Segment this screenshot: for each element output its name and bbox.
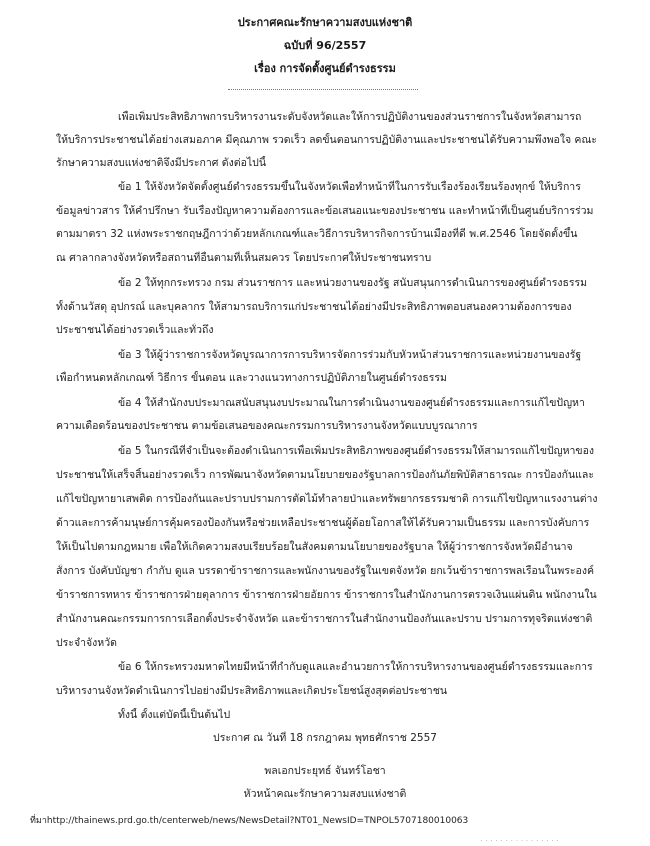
announcement-date: ประกาศ ณ วันที่ 18 กรกฎาคม พุทธศักราช 2557	[213, 732, 437, 744]
body-line: ประชาชนให้เสร็จสิ้นอย่างรวดเร็ว การพัฒนาจังหวัดตามนโยบายของรัฐบาลการป้องกันภัยพิบัติสาธารณะ การป้องกันและ	[56, 469, 594, 481]
announcement-number: ฉบับที่ 96/2557	[283, 39, 367, 52]
faint-footer-text: . . . . . . . . . . . . . . . .	[480, 834, 559, 843]
signatory-position: หัวหน้าคณะรักษาความสงบแห่งชาติ	[243, 788, 407, 800]
body-line: ข้อ 6 ให้กระทรวงมหาดไทยมีหน้าที่กำกับดูแลและอำนวยการให้การบริหารงานของศูนย์ดำรงธรรมและการ	[118, 661, 593, 673]
body-line: ข้าราชการทหาร ข้าราชการฝ่ายตุลาการ ข้าราชการฝ่ายอัยการ ข้าราชการในสำนักงานการตรวจเงินแผ่นดิน พนักงานใน	[56, 589, 597, 601]
body-line: ประจำจังหวัด	[56, 637, 117, 649]
body-line: ประชาชนได้อย่างรวดเร็วและทั่วถึง	[56, 324, 214, 336]
announcement-subject: เรื่อง การจัดตั้งศูนย์ดำรงธรรม	[254, 62, 396, 75]
body-line: ข้อ 3 ให้ผู้ว่าราชการจังหวัดบูรณาการการบริหารจัดการร่วมกับหัวหน้าส่วนราชการและหน่วยงานของรัฐ	[118, 349, 582, 361]
title-divider	[228, 89, 418, 90]
body-line: เพื่อเพิ่มประสิทธิภาพการบริหารงานระดับจังหวัดและให้การปฏิบัติงานของส่วนราชการในจังหวัดสามารถ	[118, 111, 582, 123]
effective-line: ทั้งนี้ ตั้งแต่บัดนี้เป็นต้นไป	[118, 709, 231, 721]
body-line: ให้เป็นไปตามกฎหมาย เพื่อให้เกิดความสงบเรียบร้อยในสังคมตามนโยบายของรัฐบาล ให้ผู้ว่าราชการจังหวัดมีอำนาจ	[56, 541, 573, 553]
body-line: รักษาความสงบแห่งชาติจึงมีประกาศ ดังต่อไปนี้	[56, 157, 267, 169]
body-line: ตามมาตรา 32 แห่งพระราชกฤษฎีกาว่าด้วยหลักเกณฑ์และวิธีการบริหารกิจการบ้านเมืองที่ดี พ.ศ.2546 โดยจัดตั้งขึ้น	[56, 228, 578, 240]
body-line: ให้บริการประชาชนได้อย่างเสมอภาค มีคุณภาพ รวดเร็ว ลดขั้นตอนการปฏิบัติงานและประชาชนได้รับความพึงพอใจ คณะ	[56, 134, 597, 146]
source-link[interactable]: ที่มาhttp://thainews.prd.go.th/centerweb/news/NewsDetail?NT01_NewsID=TNPOL5707180010063	[30, 816, 469, 826]
body-line: บริหารงานจังหวัดดำเนินการไปอย่างมีประสิทธิภาพและเกิดประโยชน์สูงสุดต่อประชาชน	[56, 685, 448, 697]
body-line: ข้อ 1 ให้จังหวัดจัดตั้งศูนย์ดำรงธรรมขึ้นในจังหวัดเพื่อทำหน้าที่ในการรับเรื่องร้องเรียนร้องทุกข์ ให้บริการ	[118, 181, 581, 193]
body-line: สั่งการ บังคับบัญชา กำกับ ดูแล บรรดาข้าราชการและพนักงานของรัฐในเขตจังหวัด ยกเว้นข้าราชการพลเรือนในพระองค์	[56, 565, 594, 577]
body-line: ณ ศาลากลางจังหวัดหรือสถานที่อื่นตามที่เห็นสมควร โดยประกาศให้ประชาชนทราบ	[56, 252, 432, 264]
body-line: ข้อ 2 ให้ทุกกระทรวง กรม ส่วนราชการ และหน่วยงานของรัฐ สนับสนุนการดำเนินการของศูนย์ดำรงธรรม	[118, 277, 588, 289]
body-line: ข้อ 4 ให้สำนักงบประมาณสนับสนุนงบประมาณในการดำเนินงานของศูนย์ดำรงธรรมและการแก้ไขปัญหา	[118, 397, 585, 409]
body-line: สำนักงานคณะกรรมการการเลือกตั้งประจำจังหวัด และข้าราชการในสำนักงานป้องกันและปราบ ปรามการทุจริตแห่งชาติ	[56, 613, 593, 625]
announcement-title: ประกาศคณะรักษาความสงบแห่งชาติ	[237, 16, 413, 29]
body-line: ทั้งด้านวัสดุ อุปกรณ์ และบุคลากร ให้สามารถบริการแก่ประชาชนได้อย่างมีประสิทธิภาพตอบสนองความต้องการของ	[56, 301, 572, 313]
body-line: เพื่อกำหนดหลักเกณฑ์ วิธีการ ขั้นตอน และวางแนวทางการปฏิบัติภายในศูนย์ดำรงธรรม	[56, 372, 447, 384]
body-line: ด้าวและการค้ามนุษย์การคุ้มครองป้องกันหรือช่วยเหลือประชาชนผู้ด้อยโอกาสให้ได้รับความเป็นธรรม และการบังคับการ	[56, 517, 590, 529]
body-line: แก้ไขปัญหายาเสพติด การป้องกันและปราบปรามการตัดไม้ทำลายป่าและทรัพยากรธรรมชาติ การแก้ไขปัญหาแรงงานต่าง	[56, 493, 598, 505]
body-line: ข้อ 5 ในกรณีที่จำเป็นจะต้องดำเนินการเพื่อเพิ่มประสิทธิภาพของศูนย์ดำรงธรรมให้สามารถแก้ไขปัญหาของ	[118, 445, 595, 457]
body-line: ข้อมูลข่าวสาร ให้คำปรึกษา รับเรื่องปัญหาความต้องการและข้อเสนอแนะของประชาชน และทำหน้าที่เป็นศูนย์บริการร่วม	[56, 205, 594, 217]
body-line: ความเดือดร้อนของประชาชน ตามข้อเสนอของคณะกรรมการบริหารงานจังหวัดแบบบูรณาการ	[56, 420, 478, 432]
signatory-name: พลเอกประยุทธ์ จันทร์โอชา	[264, 765, 386, 777]
